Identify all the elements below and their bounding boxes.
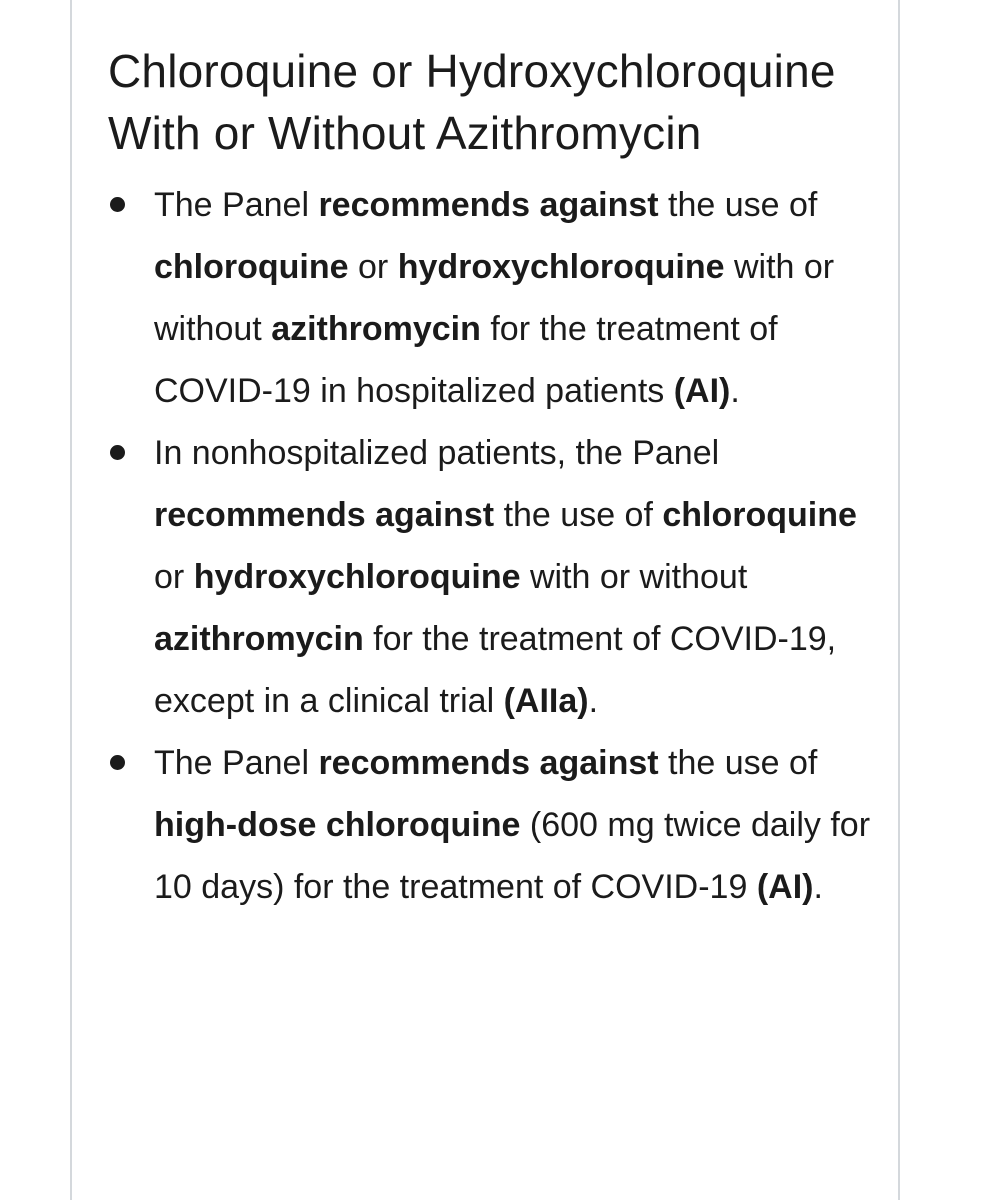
drug-name: azithromycin bbox=[271, 310, 481, 348]
drug-name: hydroxychloroquine bbox=[397, 248, 725, 286]
drug-name: high-dose chloroquine bbox=[154, 806, 521, 844]
evidence-rating: (AI) bbox=[673, 372, 731, 410]
bullet-icon bbox=[110, 197, 125, 212]
drug-name: hydroxychloroquine bbox=[193, 558, 521, 596]
recommendation-item: In nonhospitalized patients, the Panel recommends against the use of chloroquine or hydroxychloroquine with or without azithromycin for the treatment of COVID-19, except in a clinical trial (AIIa). bbox=[108, 422, 888, 732]
bold-text: recommends against bbox=[318, 186, 659, 224]
left-border-line bbox=[70, 0, 72, 1200]
recommendation-item: The Panel recommends against the use of chloroquine or hydroxychloroquine with or without azithromycin for the treatment of COVID-19 in hospitalized patients (AI). bbox=[108, 174, 888, 422]
right-border-line bbox=[898, 0, 900, 1200]
bold-text: recommends against bbox=[318, 744, 659, 782]
drug-name: azithromycin bbox=[154, 620, 364, 658]
recommendation-box bbox=[108, 40, 888, 918]
bullet-icon bbox=[110, 445, 125, 460]
recommendation-item: The Panel recommends against the use of high-dose chloroquine (600 mg twice daily for 10 days) for the treatment of COVID-19 (AI). bbox=[108, 732, 888, 918]
section-title: Chloroquine or Hydroxychloroquine With or Without Azithromycin bbox=[108, 45, 836, 159]
recommendation-list bbox=[108, 174, 888, 918]
bullet-icon bbox=[110, 755, 125, 770]
evidence-rating: (AIIa) bbox=[503, 682, 589, 720]
bold-text: recommends against bbox=[154, 496, 495, 534]
drug-name: chloroquine bbox=[154, 248, 349, 286]
evidence-rating: (AI) bbox=[756, 868, 814, 906]
drug-name: chloroquine bbox=[662, 496, 857, 534]
